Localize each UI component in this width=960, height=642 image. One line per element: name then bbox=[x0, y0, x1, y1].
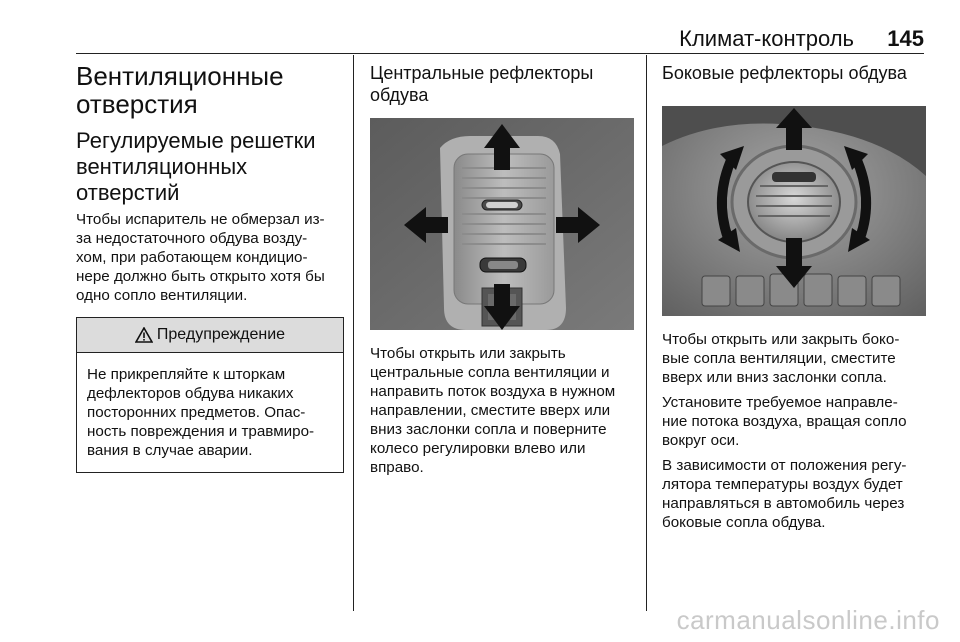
subsection-title-line: отверстий bbox=[76, 180, 180, 205]
text-line: В зависимости от положения регу- bbox=[662, 457, 907, 474]
warning-title: Предупреждение bbox=[156, 326, 286, 343]
column-right bbox=[662, 62, 926, 538]
side-air-vent-illustration bbox=[662, 106, 926, 316]
text-line: центральные сопла вентиляции и bbox=[370, 364, 610, 381]
text-line: Чтобы открыть или закрыть боко- bbox=[662, 331, 900, 348]
intro-paragraph bbox=[76, 210, 344, 305]
watermark: carmanualsonline.info bbox=[676, 605, 940, 635]
text-line: вокруг оси. bbox=[662, 432, 740, 449]
text-line: Установите требуемое направле- bbox=[662, 394, 898, 411]
text-line: нере должно быть открыто хотя бы bbox=[76, 268, 325, 285]
header-divider bbox=[76, 53, 924, 54]
heading-line: обдува bbox=[370, 85, 429, 105]
text-line: Не прикрепляйте к шторкам bbox=[87, 366, 286, 383]
text-line: направлении, сместите вверх или bbox=[370, 402, 611, 419]
warning-triangle-icon bbox=[135, 327, 153, 343]
text-line: колесо регулировки влево или bbox=[370, 440, 586, 457]
text-line: ность повреждения и травмиро- bbox=[87, 423, 315, 440]
subsection-title bbox=[76, 128, 344, 206]
warning-header bbox=[77, 318, 343, 353]
side-vents-heading: Боковые рефлекторы обдува bbox=[662, 63, 907, 83]
page-number: 145 bbox=[887, 26, 924, 51]
warning-text bbox=[77, 353, 343, 472]
center-air-vent-illustration bbox=[370, 118, 634, 330]
section-title-line: отверстия bbox=[76, 89, 198, 119]
side-vents-paragraph-3 bbox=[662, 456, 926, 532]
text-line: боковые сопла обдува. bbox=[662, 514, 826, 531]
text-line: направляться в автомобиль через bbox=[662, 495, 905, 512]
heading-line: Центральные рефлекторы bbox=[370, 63, 594, 83]
section-title-line: Вентиляционные bbox=[76, 61, 284, 91]
text-line: вверх или вниз заслонки сопла. bbox=[662, 369, 887, 386]
text-line: Чтобы испаритель не обмерзал из- bbox=[76, 211, 325, 228]
column-middle bbox=[370, 62, 634, 483]
text-line: одно сопло вентиляции. bbox=[76, 287, 248, 304]
subsection-title-line: Регулируемые решетки bbox=[76, 128, 316, 153]
text-line: ние потока воздуха, вращая сопло bbox=[662, 413, 907, 430]
side-vents-paragraph-1 bbox=[662, 330, 926, 387]
center-vents-heading bbox=[370, 62, 634, 106]
section-title bbox=[76, 62, 344, 118]
text-line: вниз заслонки сопла и поверните bbox=[370, 421, 607, 438]
center-vents-paragraph bbox=[370, 344, 634, 477]
text-line: хом, при работающем кондицио- bbox=[76, 249, 308, 266]
text-line: вые сопла вентиляции, сместите bbox=[662, 350, 896, 367]
text-line: дефлекторов обдува никаких bbox=[87, 385, 294, 402]
subsection-title-line: вентиляционных bbox=[76, 154, 248, 179]
warning-box bbox=[76, 317, 344, 473]
column-divider-1 bbox=[353, 55, 354, 611]
side-vents-paragraph-2 bbox=[662, 393, 926, 450]
column-left bbox=[76, 62, 344, 473]
text-line: за недостаточного обдува возду- bbox=[76, 230, 308, 247]
text-line: Чтобы открыть или закрыть bbox=[370, 345, 566, 362]
text-line: лятора температуры воздух будет bbox=[662, 476, 903, 493]
column-divider-2 bbox=[646, 55, 647, 611]
chapter-title: Климат-контроль bbox=[679, 26, 854, 51]
text-line: вправо. bbox=[370, 459, 424, 476]
text-line: направить поток воздуха в нужном bbox=[370, 383, 616, 400]
text-line: посторонних предметов. Опас- bbox=[87, 404, 306, 421]
text-line: вания в случае аварии. bbox=[87, 442, 253, 459]
